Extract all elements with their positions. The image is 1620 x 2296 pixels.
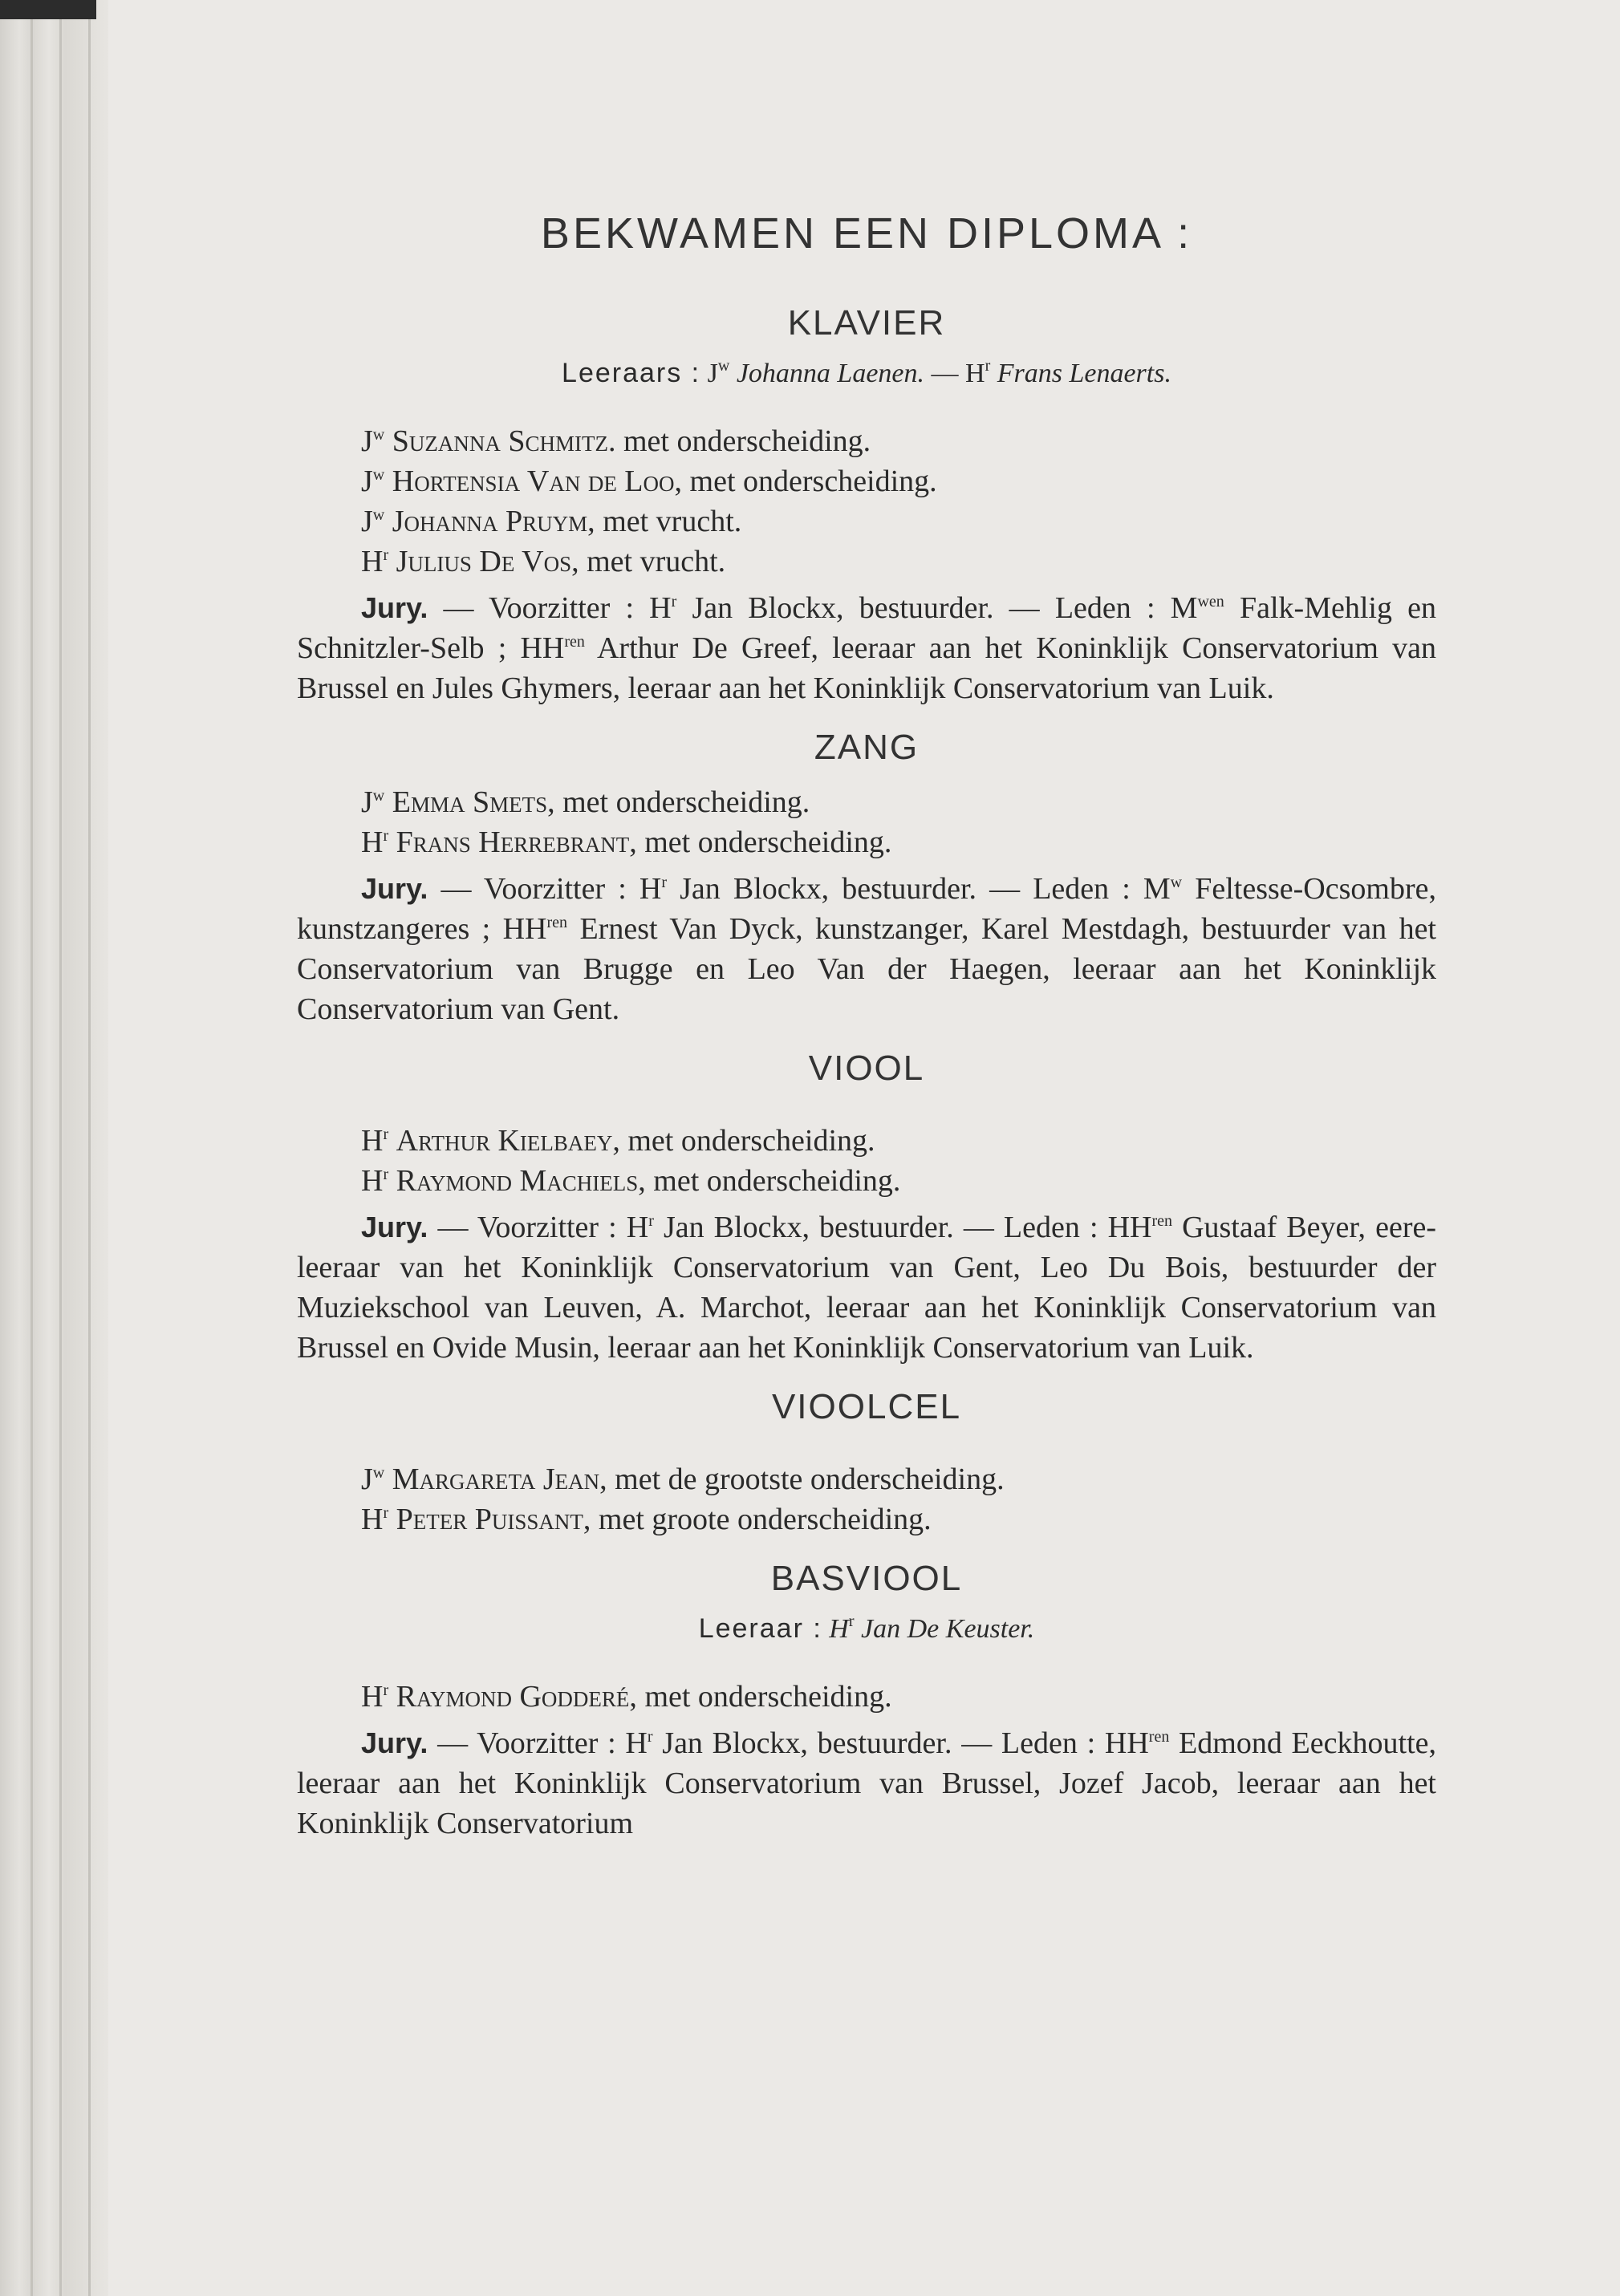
section-basviool <box>297 1559 1436 1844</box>
jury-label: Jury. <box>361 591 428 624</box>
jury-text: — Voorzitter : H <box>428 1726 648 1760</box>
entry-result: met onderscheiding. <box>682 464 937 498</box>
entry-prefix: J <box>361 1462 373 1496</box>
jury-sup: ren <box>1151 1212 1172 1230</box>
entry-name: Margareta Jean, <box>392 1462 607 1496</box>
entry-prefix: H <box>361 826 384 859</box>
jury-sup: ren <box>546 914 568 931</box>
list-item <box>361 1499 1436 1539</box>
entry-name: Arthur Kielbaey, <box>396 1124 620 1158</box>
entry-name: Frans Herrebrant, <box>396 826 637 859</box>
teacher-name: Johanna Laenen. <box>736 359 924 388</box>
list-item <box>361 782 1436 822</box>
jury-text: Edmond Eeckhoutte, leeraar aan het Koninklijk Conservatorium van Brussel, Jozef Jacob, leeraar aan het Koninklijk Conservatorium <box>297 1726 1436 1840</box>
entry-prefix-sup: w <box>372 1464 385 1482</box>
jury-label: Jury. <box>361 872 428 905</box>
list-item <box>361 822 1436 862</box>
section-heading: BASVIOOL <box>770 1559 963 1598</box>
teachers-label: Leeraars : <box>562 358 701 388</box>
entry-prefix-sup: w <box>372 426 385 444</box>
jury-paragraph <box>297 869 1436 1029</box>
entry-result: met onderscheiding. <box>636 826 892 859</box>
jury-text: Arthur De Greef, leeraar aan het Koninklijk Conservatorium van Brussel en Jules Ghymers, leeraar aan het Koninklijk Conservatorium van Luik. <box>297 631 1436 705</box>
jury-sup: wen <box>1197 593 1224 611</box>
section-heading: VIOOLCEL <box>771 1387 962 1426</box>
page-edge-left <box>0 0 108 2296</box>
spacer <box>297 1442 1436 1459</box>
entry-name: Peter Puissant, <box>396 1503 591 1536</box>
entry-prefix: H <box>361 1124 384 1158</box>
teachers-line <box>297 1613 1436 1645</box>
entry-prefix: J <box>361 464 373 498</box>
entry-prefix-sup: r <box>383 1166 389 1183</box>
list-item <box>361 1161 1436 1201</box>
jury-sup: r <box>661 874 667 891</box>
entry-prefix: H <box>361 1680 384 1714</box>
jury-text: Feltesse-Ocsombre, kunstzangeres ; HH <box>297 872 1436 946</box>
section-heading: KLAVIER <box>787 303 946 343</box>
teacher-prefix: H <box>829 1614 849 1644</box>
list-item <box>361 1121 1436 1161</box>
entry-prefix: H <box>361 545 384 578</box>
entry-prefix: J <box>361 505 373 538</box>
entry-prefix-sup: r <box>383 1681 389 1699</box>
jury-text: Jan Blockx, bestuurder. — Leden : HH <box>652 1726 1149 1760</box>
teachers-label: Leeraar : <box>698 1613 822 1644</box>
entry-result: met groote onderscheiding. <box>591 1503 932 1536</box>
entry-prefix-sup: r <box>383 827 389 845</box>
teacher-separator: — <box>931 359 965 388</box>
entry-result: met de grootste onderscheiding. <box>607 1462 1005 1496</box>
entry-prefix-sup: r <box>383 1504 389 1522</box>
section-zang <box>297 728 1436 1029</box>
jury-text: Jan Blockx, bestuurder. — Leden : M <box>676 591 1198 625</box>
teachers-line <box>297 358 1436 389</box>
jury-text: — Voorzitter : H <box>428 591 672 625</box>
jury-paragraph <box>297 1207 1436 1368</box>
jury-sup: ren <box>564 633 585 651</box>
page-edge-line <box>88 0 91 2296</box>
teacher-prefix-sup: r <box>985 357 991 375</box>
jury-sup: w <box>1170 874 1183 891</box>
teacher-prefix: H <box>965 359 985 388</box>
teacher-prefix: J <box>707 359 718 388</box>
entry-result: met vrucht. <box>579 545 726 578</box>
page-edge-line <box>30 0 33 2296</box>
entry-name: Hortensia Van de Loo, <box>392 464 683 498</box>
entry-prefix-sup: r <box>383 546 389 564</box>
jury-sup: r <box>648 1212 654 1230</box>
entry-prefix-sup: w <box>372 787 385 805</box>
section-vioolcel <box>297 1387 1436 1539</box>
jury-text: Gustaaf Beyer, eere-leeraar van het Koninklijk Conservatorium van Gent, Leo Du Bois, bestuurder der Muziekschool van Leuven, A. Marchot, leeraar aan het Koninklijk Conservatorium van Brussel en Ovide Musin, leeraar aan het Koninklijk Conservatorium van Luik. <box>297 1211 1436 1365</box>
jury-label: Jury. <box>361 1211 428 1243</box>
section-heading: ZANG <box>814 728 920 767</box>
list-item <box>361 421 1436 461</box>
entry-result: met onderscheiding. <box>645 1164 901 1198</box>
entry-prefix-sup: w <box>372 506 385 524</box>
section-klavier <box>297 303 1436 708</box>
entry-result: met onderscheiding. <box>619 1124 875 1158</box>
jury-paragraph <box>297 588 1436 708</box>
list-item <box>361 542 1436 582</box>
teacher-name: Jan De Keuster. <box>861 1614 1035 1644</box>
entry-prefix: H <box>361 1503 384 1536</box>
jury-label: Jury. <box>361 1726 428 1759</box>
entry-name: Suzanna Schmitz. <box>392 424 616 458</box>
jury-text: — Voorzitter : H <box>428 872 662 906</box>
list-item <box>361 461 1436 501</box>
entry-name: Julius De Vos, <box>396 545 579 578</box>
entry-result: met vrucht. <box>595 505 742 538</box>
entry-name: Raymond Machiels, <box>396 1164 646 1198</box>
section-viool <box>297 1049 1436 1368</box>
page-edge-line <box>59 0 62 2296</box>
entry-prefix-sup: w <box>372 466 385 484</box>
entry-result: met onderscheiding. <box>636 1680 892 1714</box>
jury-text: Ernest Van Dyck, kunstzanger, Karel Mestdagh, bestuurder van het Conservatorium van Brugge en Leo Van der Haegen, leeraar aan het Koninklijk Conservatorium van Gent. <box>297 912 1436 1026</box>
list-item <box>361 501 1436 542</box>
teacher-name: Frans Lenaerts. <box>997 359 1171 388</box>
jury-sup: ren <box>1148 1728 1170 1746</box>
section-heading: VIOOL <box>808 1049 925 1088</box>
entry-result: met onderscheiding. <box>554 785 810 819</box>
entry-prefix-sup: r <box>383 1126 389 1143</box>
jury-text: Jan Blockx, bestuurder. — Leden : HH <box>653 1211 1152 1244</box>
entry-prefix: J <box>361 785 373 819</box>
entry-prefix: J <box>361 424 373 458</box>
entry-name: Johanna Pruym, <box>392 505 595 538</box>
book-cover-edge <box>0 0 96 19</box>
jury-text: — Voorzitter : H <box>428 1211 649 1244</box>
entry-name: Emma Smets, <box>392 785 555 819</box>
jury-paragraph <box>297 1723 1436 1844</box>
entry-result: met onderscheiding. <box>615 424 871 458</box>
teacher-prefix-sup: w <box>717 357 730 375</box>
page-content <box>297 193 1436 1863</box>
jury-text: Falk-Mehlig en Schnitzler-Selb ; HH <box>297 591 1436 665</box>
jury-text: Jan Blockx, bestuurder. — Leden : M <box>667 872 1171 906</box>
jury-sup: r <box>647 1728 653 1746</box>
entry-prefix: H <box>361 1164 384 1198</box>
list-item <box>361 1677 1436 1717</box>
entry-name: Raymond Godderé, <box>396 1680 637 1714</box>
jury-sup: r <box>671 593 677 611</box>
spacer <box>297 1103 1436 1121</box>
page-title: BEKWAMEN EEN DIPLOMA : <box>540 209 1193 258</box>
list-item <box>361 1459 1436 1499</box>
teacher-prefix-sup: r <box>848 1612 855 1630</box>
